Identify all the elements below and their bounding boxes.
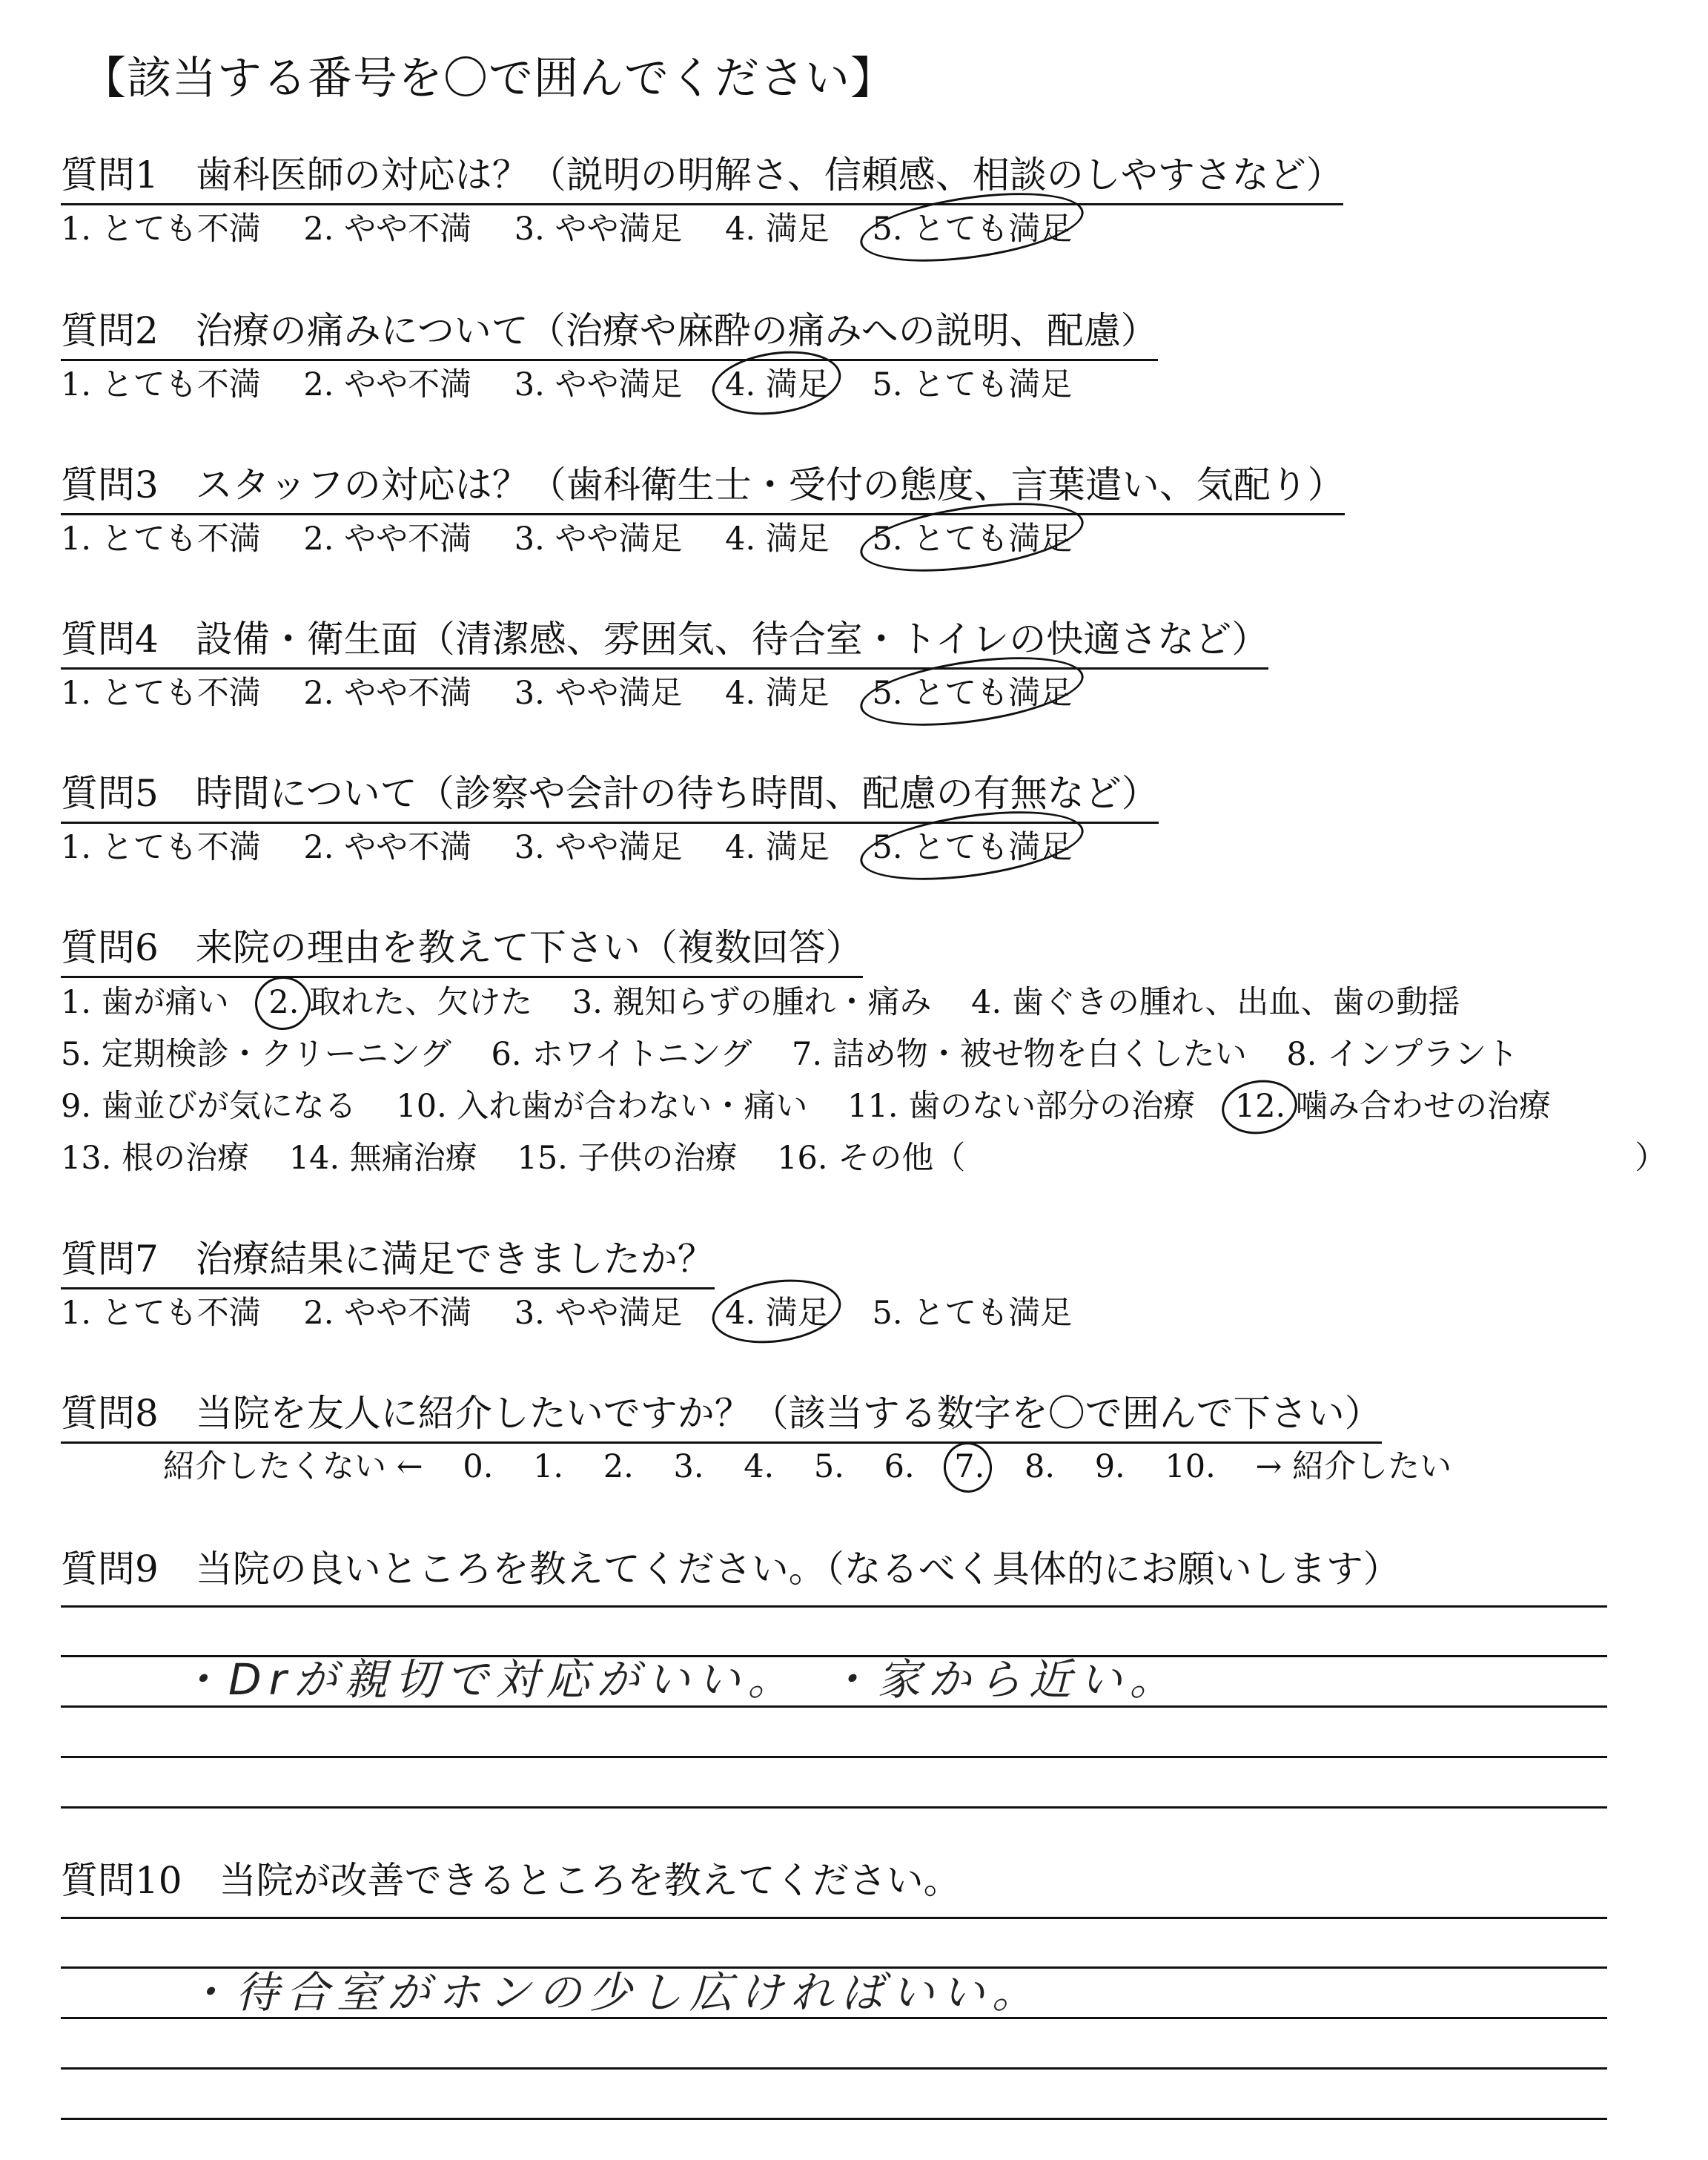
option-5[interactable]: 5. とても満足 bbox=[872, 366, 1073, 403]
reason-3[interactable]: 3. 親知らずの腫れ・痛み bbox=[572, 984, 932, 1021]
reason-16-other[interactable]: 16. その他（ ） bbox=[777, 1140, 1667, 1177]
reason-15[interactable]: 15. 子供の治療 bbox=[517, 1140, 738, 1177]
option-1[interactable]: 1. とても不満 bbox=[61, 1295, 261, 1332]
question-6 bbox=[61, 918, 863, 978]
reason-5[interactable]: 5. 定期検診・クリーニング bbox=[61, 1036, 451, 1073]
scale-3[interactable]: 3. bbox=[673, 1448, 704, 1485]
question-4-heading: 質問4 設備・衛生面（清潔感、雰囲気、待合室・トイレの快適さなど） bbox=[61, 610, 1268, 670]
question-9-handwritten-answer[interactable]: ・Drが親切で対応がいい。 ・家から近い。 bbox=[178, 1654, 1180, 1705]
question-1 bbox=[61, 145, 1343, 205]
question-4-options bbox=[61, 668, 1072, 713]
option-4[interactable]: 4. 満足 bbox=[725, 829, 830, 866]
form-title: 【該当する番号を〇で囲んでください】 bbox=[82, 53, 896, 105]
reason-9[interactable]: 9. 歯並びが気になる bbox=[61, 1088, 357, 1125]
question-6-row-4 bbox=[61, 1133, 1696, 1178]
question-10 bbox=[61, 1851, 961, 1904]
option-3[interactable]: 3. やや満足 bbox=[514, 829, 683, 866]
answer-line bbox=[61, 1756, 1607, 1758]
question-10-heading: 質問10 当院が改善できるところを教えてください。 bbox=[61, 1859, 961, 1902]
option-2[interactable]: 2. やや不満 bbox=[303, 675, 472, 712]
question-1-options bbox=[61, 204, 1072, 249]
option-5-selected[interactable]: 5. とても満足 bbox=[873, 211, 1073, 248]
reason-6[interactable]: 6. ホワイトニング bbox=[491, 1036, 752, 1073]
option-5-selected[interactable]: 5. とても満足 bbox=[873, 675, 1073, 712]
recommend-scale bbox=[163, 1441, 1481, 1487]
scale-10[interactable]: 10. bbox=[1165, 1448, 1216, 1485]
reason-14[interactable]: 14. 無痛治療 bbox=[288, 1140, 477, 1177]
reason-2-selected[interactable]: 2. 取れた、欠けた bbox=[268, 984, 533, 1021]
question-7-options bbox=[61, 1288, 1072, 1333]
question-9 bbox=[61, 1539, 1400, 1593]
question-7-heading: 質問7 治療結果に満足できましたか？ bbox=[61, 1229, 715, 1289]
scale-8[interactable]: 8. bbox=[1025, 1448, 1056, 1485]
scale-4[interactable]: 4. bbox=[744, 1448, 775, 1485]
option-1[interactable]: 1. とても不満 bbox=[61, 675, 261, 712]
scale-2[interactable]: 2. bbox=[603, 1448, 634, 1485]
answer-line bbox=[61, 2118, 1607, 2120]
question-7 bbox=[61, 1229, 715, 1289]
question-8-heading: 質問8 当院を友人に紹介したいですか？（該当する数字を〇で囲んで下さい） bbox=[61, 1384, 1382, 1444]
question-3-options bbox=[61, 514, 1072, 559]
scale-7-selected[interactable]: 7. bbox=[954, 1448, 985, 1485]
reason-11[interactable]: 11. 歯のない部分の治療 bbox=[847, 1088, 1196, 1125]
option-2[interactable]: 2. やや不満 bbox=[303, 366, 472, 403]
option-2[interactable]: 2. やや不満 bbox=[303, 829, 472, 866]
question-5-heading: 質問5 時間について（診察や会計の待ち時間、配慮の有無など） bbox=[61, 764, 1159, 824]
scale-6[interactable]: 6. bbox=[884, 1448, 915, 1485]
question-6-heading: 質問6 来院の理由を教えて下さい（複数回答） bbox=[61, 918, 863, 978]
reason-7[interactable]: 7. 詰め物・被せ物を白くしたい bbox=[792, 1036, 1247, 1073]
option-3[interactable]: 3. やや満足 bbox=[514, 675, 683, 712]
answer-line bbox=[61, 1917, 1607, 1919]
answer-line bbox=[61, 1705, 1607, 1708]
reason-12-selected[interactable]: 12. 噛み合わせの治療 bbox=[1234, 1088, 1551, 1125]
reason-8[interactable]: 8. インプラント bbox=[1286, 1036, 1519, 1073]
option-2[interactable]: 2. やや不満 bbox=[303, 521, 472, 558]
question-3 bbox=[61, 455, 1345, 515]
scale-right-label: → 紹介したい bbox=[1255, 1448, 1452, 1485]
option-1[interactable]: 1. とても不満 bbox=[61, 521, 261, 558]
option-3[interactable]: 3. やや満足 bbox=[514, 521, 683, 558]
option-2[interactable]: 2. やや不満 bbox=[303, 211, 472, 248]
reason-1[interactable]: 1. 歯が痛い bbox=[61, 984, 229, 1021]
option-5-selected[interactable]: 5. とても満足 bbox=[873, 829, 1073, 866]
scale-5[interactable]: 5. bbox=[813, 1448, 844, 1485]
question-3-heading: 質問3 スタッフの対応は？（歯科衛生士・受付の態度、言葉遣い、気配り） bbox=[61, 455, 1345, 515]
option-3[interactable]: 3. やや満足 bbox=[514, 366, 683, 403]
question-2-options bbox=[61, 360, 1072, 405]
reason-13[interactable]: 13. 根の治療 bbox=[61, 1140, 250, 1177]
scale-0[interactable]: 0. bbox=[463, 1448, 494, 1485]
answer-line bbox=[61, 2017, 1607, 2019]
reason-10[interactable]: 10. 入れ歯が合わない・痛い bbox=[396, 1088, 808, 1125]
question-2 bbox=[61, 301, 1158, 361]
scale-1[interactable]: 1. bbox=[533, 1448, 564, 1485]
option-2[interactable]: 2. やや不満 bbox=[303, 1295, 472, 1332]
option-1[interactable]: 1. とても不満 bbox=[61, 211, 261, 248]
option-4[interactable]: 4. 満足 bbox=[725, 211, 830, 248]
option-5[interactable]: 5. とても満足 bbox=[872, 1295, 1073, 1332]
option-5-selected[interactable]: 5. とても満足 bbox=[873, 521, 1073, 558]
option-4[interactable]: 4. 満足 bbox=[725, 675, 830, 712]
option-1[interactable]: 1. とても不満 bbox=[61, 366, 261, 403]
question-6-row-3 bbox=[61, 1081, 1580, 1126]
option-4-selected[interactable]: 4. 満足 bbox=[725, 366, 830, 403]
question-6-row-2 bbox=[61, 1029, 1548, 1074]
option-4-selected[interactable]: 4. 満足 bbox=[725, 1295, 830, 1332]
option-3[interactable]: 3. やや満足 bbox=[514, 1295, 683, 1332]
answer-line bbox=[61, 1806, 1607, 1809]
question-5-options bbox=[61, 822, 1072, 868]
question-4 bbox=[61, 610, 1268, 670]
question-1-heading: 質問1 歯科医師の対応は？（説明の明解さ、信頼感、相談のしやすさなど） bbox=[61, 145, 1343, 205]
question-2-heading: 質問2 治療の痛みについて（治療や麻酔の痛みへの説明、配慮） bbox=[61, 301, 1158, 361]
option-1[interactable]: 1. とても不満 bbox=[61, 829, 261, 866]
option-4[interactable]: 4. 満足 bbox=[725, 521, 830, 558]
question-10-handwritten-answer[interactable]: ・待合室がホンの少し広ければいい。 bbox=[185, 1967, 1043, 2018]
answer-line bbox=[61, 1605, 1607, 1608]
answer-line bbox=[61, 2067, 1607, 2070]
scale-9[interactable]: 9. bbox=[1094, 1448, 1125, 1485]
option-3[interactable]: 3. やや満足 bbox=[514, 211, 683, 248]
question-8 bbox=[61, 1384, 1382, 1444]
question-9-heading: 質問9 当院の良いところを教えてください。（なるべく具体的にお願いします） bbox=[61, 1548, 1400, 1591]
question-6-row-1 bbox=[61, 977, 1489, 1023]
scale-left-label: 紹介したくない ← bbox=[163, 1448, 423, 1485]
reason-4[interactable]: 4. 歯ぐきの腫れ、出血、歯の動揺 bbox=[971, 984, 1460, 1021]
